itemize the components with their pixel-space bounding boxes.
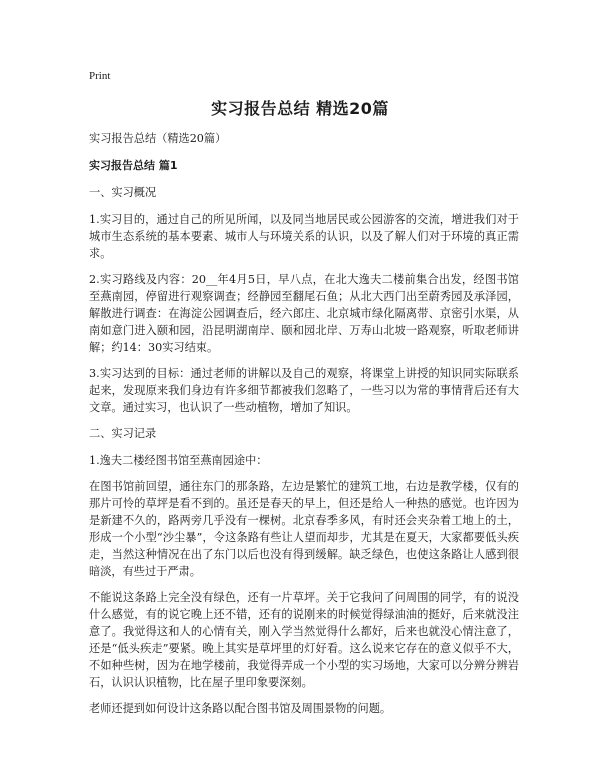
section-heading: 实习报告总结 篇1 [89, 159, 178, 172]
paragraph-record-intro: 1.逸夫二楼经图书馆至燕南园途中： [89, 454, 268, 467]
document-subtitle: 实习报告总结（精选20篇） [89, 132, 227, 145]
paragraph-route: 2.实习路线及内容：20__年4月5日，早八点，在北大逸夫二楼前集合出发，经图书馆至燕南园，停留进行观察调查；经静园至翻尾石鱼；从北大西门出至蔚秀园及承泽园，解散进行调查：在海淀公园调查后，经六郎庄、北京城市绿化隔离带、京密引水渠，从南如意门进入颐和园，沿昆明湖南岸、颐和园北岸、万寿山北坡一路观察，听取老师讲解；约14：30实习结束。 [89, 273, 519, 354]
paragraph-purpose: 1.实习目的，通过自己的所见所闻，以及同当地居民或公园游客的交流，增进我们对于城市生态系统的基本要素、城市人与环境关系的认识，以及了解人们对于环境的真正需求。 [89, 213, 519, 260]
paragraph-goals: 3.实习达到的目标：通过老师的讲解以及自己的观察，将课堂上讲授的知识同实际联系起来，发现原来我们身边有许多细节都被我们忽略了，一些习以为常的事情背后还有大文章。通过实习，也认识了一些动植物，增加了知识。 [89, 367, 519, 414]
document-body [89, 130, 519, 726]
paragraph-library-view: 在图书馆前回望，通往东门的那条路，左边是繁忙的建筑工地，右边是教学楼，仅有的那片可怜的草坪是看不到的。虽还是春天的早上，但还是给人一种热的感觉。也许因为是新建不久的，路两旁几乎没有一棵树。北京春季多风，有时还会夹杂着工地上的土，形成一个小型“沙尘暴”，令这条路有些让人望而却步，尤其是在夏天，大家都要低头疾走，当然这种情况在出了东门以后也没有得到缓解。缺乏绿色，也使这条路让人感到很暗淡，有些过于严肃。 [89, 480, 519, 578]
print-link[interactable]: Print [89, 70, 111, 82]
heading-overview: 一、实习概况 [89, 186, 157, 199]
heading-records: 二、实习记录 [89, 427, 157, 440]
paragraph-lawn: 不能说这条路上完全没有绿色，还有一片草坪。关于它我问了问周围的同学，有的说没什么感觉，有的说它晚上还不错，还有的说刚来的时候觉得绿油油的挺好，后来就没注意了。我觉得这和人的心情有关，刚入学当然觉得什么都好，后来也就没心情注意了，还是“低头疾走”要紧。晚上其实是草坪里的灯好看。这么说来它存在的意义似乎不大，不如种些树，因为在地学楼前，我觉得弄成一个小型的实习场地，大家可以分辨分辨岩石，认识认识植物，比在屋子里印象要深刻。 [89, 591, 519, 689]
paragraph-design: 老师还提到如何设计这条路以配合图书馆及周围景物的问题。 [89, 702, 392, 715]
page-title: 实习报告总结 精选20篇 [211, 99, 389, 118]
